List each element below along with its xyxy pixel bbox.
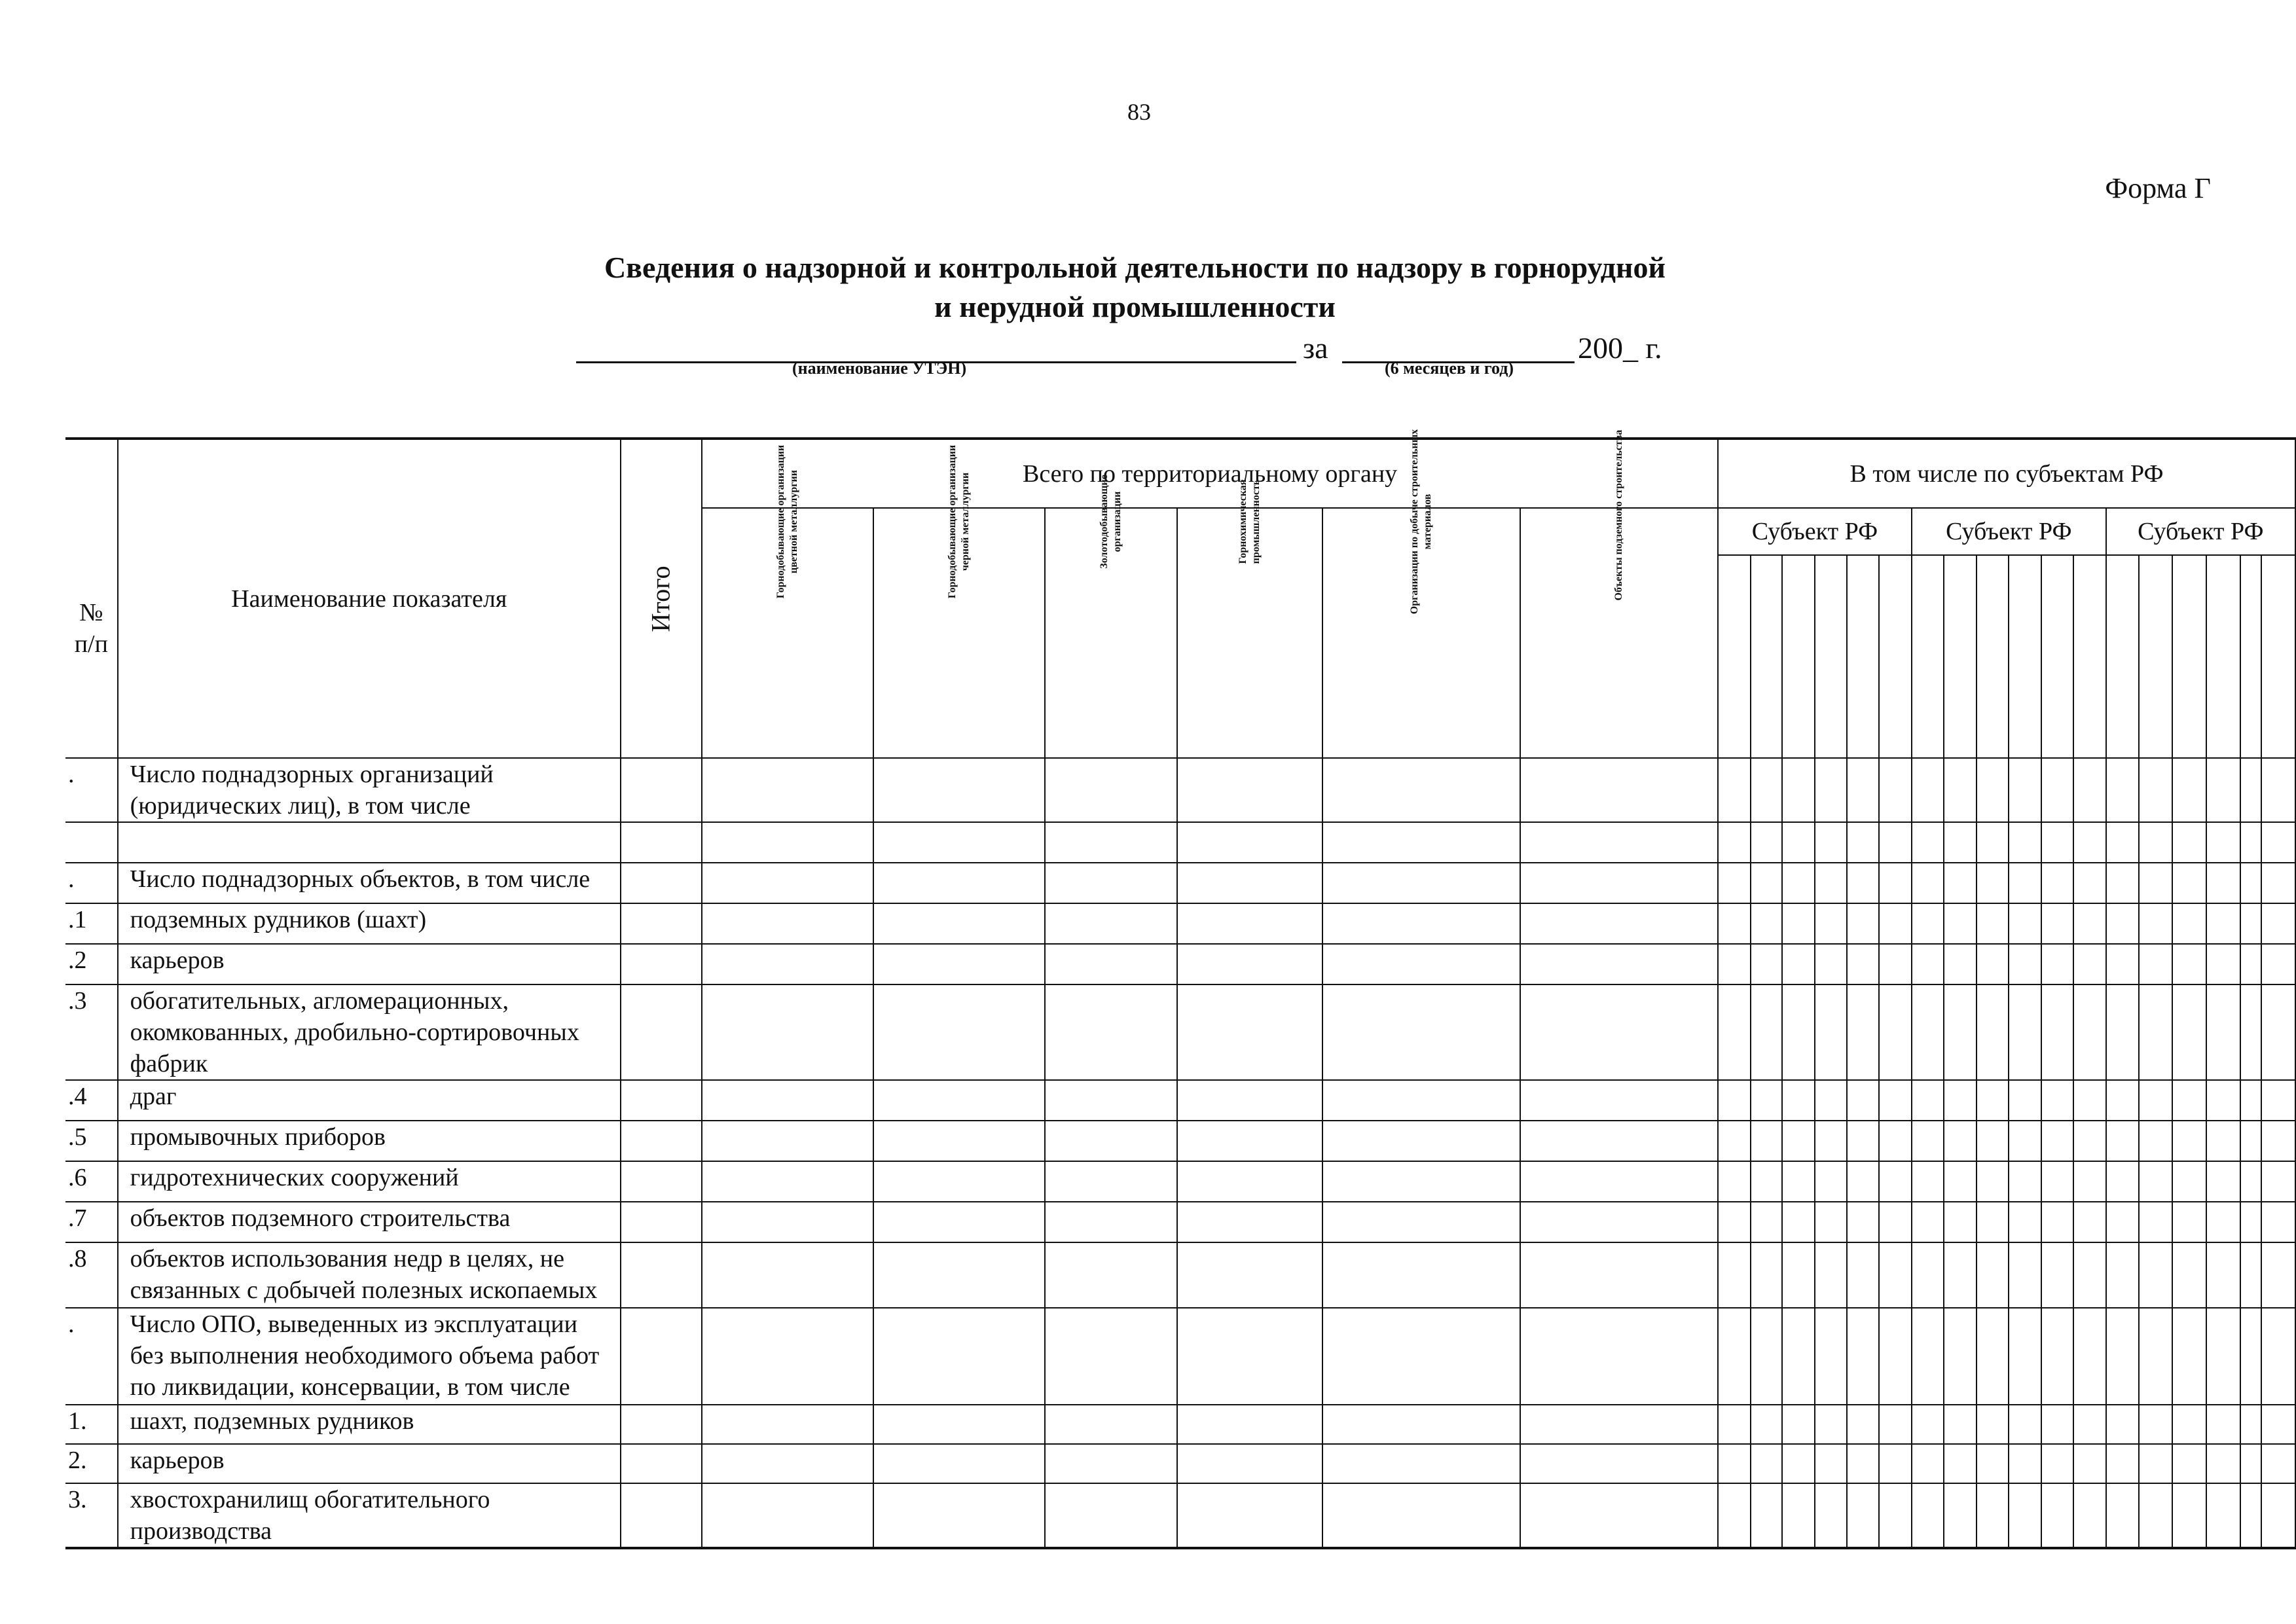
table-row [65, 1121, 2295, 1161]
row-name: карьеров [118, 944, 621, 984]
row-name: промывочных приборов [118, 1121, 621, 1161]
table-row [65, 758, 2295, 822]
report-table [65, 429, 2296, 1549]
row-name: Число поднадзорных объектов, в том числе [118, 863, 621, 903]
table-row [65, 863, 2295, 903]
header-num: № п/п [65, 439, 118, 758]
table-row [65, 1202, 2295, 1242]
subcol-ferrous: Горнодобывающие организации черной металлургии [873, 508, 1045, 758]
row-name: гидротехнических сооружений [118, 1161, 621, 1202]
row-name: шахт, подземных рудников [118, 1405, 621, 1444]
row-name: карьеров [118, 1444, 621, 1483]
table-row [65, 1080, 2295, 1121]
row-num [65, 822, 118, 863]
subcol-building-materials: Организации по добыче строительных материалов [1322, 508, 1520, 758]
header-itogo [621, 439, 702, 758]
row-num: . [65, 1308, 118, 1405]
row-num: .1 [65, 903, 118, 944]
row-num: 1. [65, 1405, 118, 1444]
row-name: подземных рудников (шахт) [118, 903, 621, 944]
form-label: Форма Г [2105, 172, 2211, 204]
row-name: драг [118, 1080, 621, 1121]
subcol-nonferrous: Горнодобывающие организации цветной металлургии [702, 508, 873, 758]
row-num: 3. [65, 1483, 118, 1548]
row-num: 2. [65, 1444, 118, 1483]
row-name: Число поднадзорных организаций (юридических лиц), в том числе [118, 758, 621, 822]
row-name: объектов подземного строительства [118, 1202, 621, 1242]
header-itogo-label: Итого [646, 565, 676, 632]
header-subject-2: Субъект РФ [1912, 508, 2106, 555]
subcol-mining-chemical: Горнохимическая промышленность [1177, 508, 1322, 758]
row-name: обогатительных, агломерационных, окомкованных, дробильно-сортировочных фабрик [118, 984, 621, 1080]
row-num: .7 [65, 1202, 118, 1242]
row-num: .5 [65, 1121, 118, 1161]
row-name: объектов использования недр в целях, не связанных с добычей полезных ископаемых [118, 1242, 621, 1308]
table-row [65, 903, 2295, 944]
table-row [65, 1483, 2295, 1548]
utan-name-caption: (наименование УТЭН) [792, 359, 967, 378]
table-row [65, 1242, 2295, 1308]
subcol-underground-construction: Объекты подземного строительства [1520, 508, 1718, 758]
page-number: 83 [1127, 99, 1151, 125]
row-name: хвостохранилищ обогатительного производства [118, 1483, 621, 1548]
table-row [65, 944, 2295, 984]
row-num: . [65, 863, 118, 903]
table-row [65, 1405, 2295, 1444]
table-row [65, 1161, 2295, 1202]
row-num: . [65, 758, 118, 822]
table-row [65, 822, 2295, 863]
header-by-subjects: В том числе по субъектам РФ [1718, 439, 2295, 508]
header-vsego: Всего по территориальному органу [702, 439, 1718, 508]
header-row-1 [65, 439, 2295, 508]
header-indicator-name: Наименование показателя [118, 439, 621, 758]
row-num: .6 [65, 1161, 118, 1202]
row-num: .2 [65, 944, 118, 984]
za-label: за [1303, 331, 1328, 365]
row-num: .3 [65, 984, 118, 1080]
row-num: .4 [65, 1080, 118, 1121]
header-subject-1: Субъект РФ [1718, 508, 1912, 555]
year-label: 200_ г. [1578, 331, 1662, 365]
row-num: .8 [65, 1242, 118, 1308]
document-title-line2: и нерудной промышленности [934, 290, 1336, 323]
subcol-gold: Золотодобывающие организации [1045, 508, 1177, 758]
period-caption: (6 месяцев и год) [1385, 359, 1514, 378]
table-row [65, 984, 2295, 1080]
header-subject-3: Субъект РФ [2106, 508, 2295, 555]
row-name: Число ОПО, выведенных из эксплуатации без выполнения необходимого объема работ по ликвидации, консервации, в том числе [118, 1308, 621, 1405]
row-name [118, 822, 621, 863]
table-row [65, 1308, 2295, 1405]
document-title-line1: Сведения о надзорной и контрольной деятельности по надзору в горнорудной [604, 251, 1666, 284]
table-row [65, 1444, 2295, 1483]
